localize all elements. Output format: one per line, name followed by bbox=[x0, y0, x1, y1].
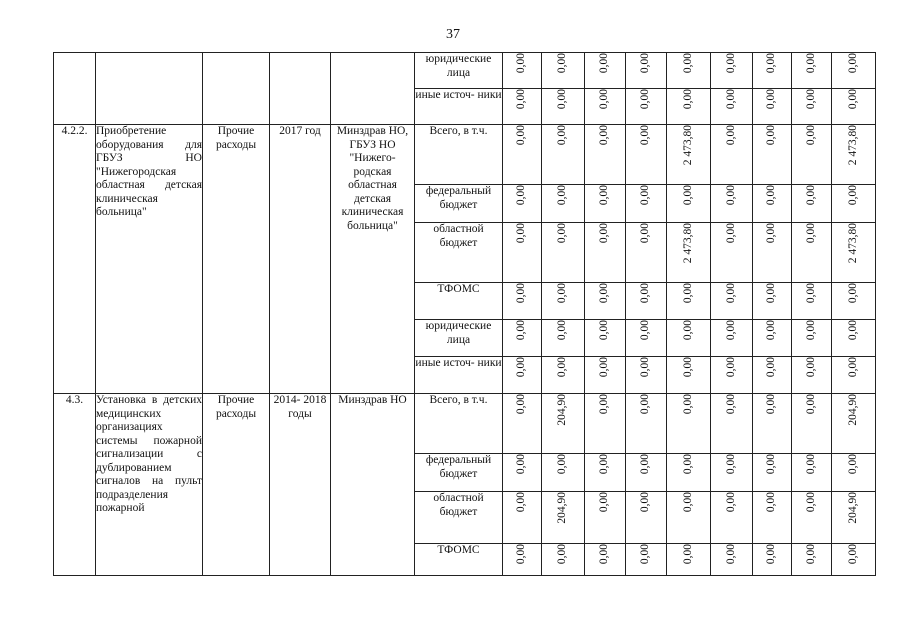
value-cell bbox=[503, 492, 542, 544]
value: 0,00 bbox=[598, 492, 611, 513]
value: 0,00 bbox=[846, 454, 859, 475]
value: 0,00 bbox=[639, 223, 652, 244]
value-cell bbox=[503, 283, 542, 320]
empty-cell-type bbox=[203, 53, 270, 125]
value: 0,00 bbox=[765, 394, 778, 415]
value-cell bbox=[667, 223, 711, 283]
value-cell bbox=[585, 357, 626, 394]
value-cell bbox=[585, 492, 626, 544]
value-cell bbox=[792, 394, 832, 454]
value-cell bbox=[626, 357, 667, 394]
value-cell bbox=[626, 320, 667, 357]
value: 0,00 bbox=[724, 283, 737, 304]
value: 0,00 bbox=[639, 125, 652, 146]
value-cell bbox=[832, 185, 876, 223]
value-cell bbox=[667, 357, 711, 394]
value: 0,00 bbox=[804, 357, 817, 378]
value-cell bbox=[667, 454, 711, 492]
value: 0,00 bbox=[598, 125, 611, 146]
value-cell bbox=[711, 283, 753, 320]
value: 0,00 bbox=[639, 320, 652, 341]
value-cell bbox=[711, 185, 753, 223]
value: 0,00 bbox=[765, 283, 778, 304]
value: 0,00 bbox=[598, 454, 611, 475]
value: 204,90 bbox=[846, 492, 859, 524]
value-cell bbox=[832, 53, 876, 89]
empty-cell-code bbox=[54, 53, 96, 125]
value: 0,00 bbox=[556, 185, 569, 206]
value: 0,00 bbox=[598, 544, 611, 565]
value: 0,00 bbox=[846, 89, 859, 110]
value-cell bbox=[585, 125, 626, 185]
value: 0,00 bbox=[515, 283, 528, 304]
value: 0,00 bbox=[515, 454, 528, 475]
value-cell bbox=[832, 394, 876, 454]
value-cell bbox=[626, 544, 667, 576]
value: 0,00 bbox=[681, 394, 694, 415]
value-cell bbox=[832, 89, 876, 125]
value: 204,90 bbox=[846, 394, 859, 426]
value: 0,00 bbox=[724, 394, 737, 415]
value: 0,00 bbox=[765, 357, 778, 378]
value-cell bbox=[753, 357, 792, 394]
value: 0,00 bbox=[556, 283, 569, 304]
table-row bbox=[54, 53, 876, 89]
value: 204,90 bbox=[556, 492, 569, 524]
value: 0,00 bbox=[724, 223, 737, 244]
value-cell bbox=[711, 394, 753, 454]
value: 0,00 bbox=[556, 320, 569, 341]
value: 0,00 bbox=[765, 185, 778, 206]
value-cell bbox=[753, 223, 792, 283]
value-cell bbox=[753, 454, 792, 492]
value-cell bbox=[667, 125, 711, 185]
value: 0,00 bbox=[804, 283, 817, 304]
value: 0,00 bbox=[724, 125, 737, 146]
value-cell bbox=[711, 53, 753, 89]
value: 0,00 bbox=[846, 53, 859, 74]
item-name: Установка в детских медицинских организациях системы пожарной сигнализации с дублированием сигналов на пульт подразделения пожарной bbox=[96, 394, 203, 576]
value: 0,00 bbox=[515, 492, 528, 513]
value: 0,00 bbox=[639, 394, 652, 415]
value-cell bbox=[585, 394, 626, 454]
value-cell bbox=[626, 223, 667, 283]
value: 0,00 bbox=[724, 454, 737, 475]
value: 0,00 bbox=[765, 492, 778, 513]
value-cell bbox=[585, 320, 626, 357]
value-cell bbox=[792, 357, 832, 394]
value: 0,00 bbox=[804, 53, 817, 74]
value: 0,00 bbox=[846, 283, 859, 304]
value-cell bbox=[753, 394, 792, 454]
value-cell bbox=[503, 125, 542, 185]
value-cell bbox=[667, 89, 711, 125]
value-cell bbox=[832, 454, 876, 492]
value-cell bbox=[542, 492, 585, 544]
empty-cell-year bbox=[270, 53, 331, 125]
value-cell bbox=[626, 125, 667, 185]
value-cell bbox=[792, 125, 832, 185]
value-cell bbox=[832, 125, 876, 185]
value-cell bbox=[792, 544, 832, 576]
value-cell bbox=[832, 544, 876, 576]
value: 0,00 bbox=[804, 394, 817, 415]
value: 0,00 bbox=[556, 357, 569, 378]
value-cell bbox=[792, 185, 832, 223]
value: 0,00 bbox=[556, 223, 569, 244]
value: 0,00 bbox=[724, 357, 737, 378]
value-cell bbox=[542, 357, 585, 394]
value-cell bbox=[585, 223, 626, 283]
value-cell bbox=[626, 53, 667, 89]
value: 0,00 bbox=[639, 283, 652, 304]
value: 0,00 bbox=[765, 89, 778, 110]
value-cell bbox=[753, 492, 792, 544]
value-cell bbox=[753, 283, 792, 320]
value-cell bbox=[542, 454, 585, 492]
value-cell bbox=[542, 89, 585, 125]
value-cell bbox=[711, 357, 753, 394]
funding-source: иные источ- ники bbox=[415, 357, 503, 394]
value-cell bbox=[503, 454, 542, 492]
value-cell bbox=[832, 223, 876, 283]
value: 0,00 bbox=[804, 320, 817, 341]
value: 0,00 bbox=[598, 185, 611, 206]
value-cell bbox=[626, 283, 667, 320]
value-cell bbox=[667, 492, 711, 544]
value-cell bbox=[711, 492, 753, 544]
value: 0,00 bbox=[724, 544, 737, 565]
value: 0,00 bbox=[681, 544, 694, 565]
value-cell bbox=[711, 223, 753, 283]
value: 0,00 bbox=[724, 185, 737, 206]
value-cell bbox=[753, 89, 792, 125]
value-cell bbox=[711, 454, 753, 492]
value-cell bbox=[626, 492, 667, 544]
value: 0,00 bbox=[681, 492, 694, 513]
value: 0,00 bbox=[804, 125, 817, 146]
value-cell bbox=[503, 394, 542, 454]
value-cell bbox=[503, 357, 542, 394]
value: 0,00 bbox=[515, 394, 528, 415]
item-executor: Минздрав НО, ГБУЗ НО "Нижего- родская областная детская клиническая больница" bbox=[331, 125, 415, 394]
expense-type: Прочие расходы bbox=[203, 394, 270, 576]
value: 0,00 bbox=[681, 89, 694, 110]
value: 0,00 bbox=[598, 394, 611, 415]
value: 0,00 bbox=[804, 223, 817, 244]
value: 0,00 bbox=[515, 125, 528, 146]
value-cell bbox=[585, 185, 626, 223]
value: 0,00 bbox=[556, 89, 569, 110]
value: 0,00 bbox=[598, 283, 611, 304]
value: 0,00 bbox=[598, 357, 611, 378]
value-cell bbox=[585, 53, 626, 89]
item-code: 4.3. bbox=[54, 394, 96, 576]
value: 0,00 bbox=[515, 223, 528, 244]
value-cell bbox=[542, 53, 585, 89]
value: 0,00 bbox=[598, 89, 611, 110]
value: 0,00 bbox=[639, 492, 652, 513]
value-cell bbox=[542, 125, 585, 185]
value: 0,00 bbox=[846, 185, 859, 206]
value: 0,00 bbox=[804, 492, 817, 513]
value: 0,00 bbox=[804, 454, 817, 475]
value-cell bbox=[542, 320, 585, 357]
value: 0,00 bbox=[765, 53, 778, 74]
value-cell bbox=[753, 53, 792, 89]
value-cell bbox=[542, 283, 585, 320]
funding-source: областной бюджет bbox=[415, 223, 503, 283]
value: 0,00 bbox=[765, 320, 778, 341]
value-cell bbox=[542, 223, 585, 283]
value-cell bbox=[585, 283, 626, 320]
value-cell bbox=[585, 544, 626, 576]
value: 0,00 bbox=[556, 544, 569, 565]
value: 0,00 bbox=[804, 89, 817, 110]
value-cell bbox=[792, 89, 832, 125]
value-cell bbox=[792, 283, 832, 320]
value-cell bbox=[667, 394, 711, 454]
value: 2 473,80 bbox=[846, 223, 859, 264]
value: 0,00 bbox=[515, 544, 528, 565]
empty-cell-executor bbox=[331, 53, 415, 125]
value: 0,00 bbox=[639, 53, 652, 74]
value: 2 473,80 bbox=[681, 125, 694, 166]
value: 0,00 bbox=[724, 320, 737, 341]
value: 0,00 bbox=[681, 320, 694, 341]
item-year: 2017 год bbox=[270, 125, 331, 394]
value: 0,00 bbox=[598, 320, 611, 341]
value: 0,00 bbox=[639, 454, 652, 475]
value-cell bbox=[792, 223, 832, 283]
funding-source: областной бюджет bbox=[415, 492, 503, 544]
value-cell bbox=[711, 125, 753, 185]
value: 0,00 bbox=[724, 492, 737, 513]
value: 2 473,80 bbox=[681, 223, 694, 264]
funding-source: ТФОМС bbox=[415, 283, 503, 320]
value-cell bbox=[792, 492, 832, 544]
value-cell bbox=[792, 320, 832, 357]
value: 0,00 bbox=[556, 125, 569, 146]
value: 0,00 bbox=[681, 454, 694, 475]
value-cell bbox=[667, 283, 711, 320]
value-cell bbox=[542, 394, 585, 454]
value-cell bbox=[667, 320, 711, 357]
value: 0,00 bbox=[598, 53, 611, 74]
value-cell bbox=[667, 53, 711, 89]
value: 0,00 bbox=[765, 454, 778, 475]
value: 0,00 bbox=[846, 320, 859, 341]
value-cell bbox=[626, 185, 667, 223]
value-cell bbox=[503, 89, 542, 125]
value: 0,00 bbox=[846, 357, 859, 378]
value: 0,00 bbox=[639, 357, 652, 378]
value-cell bbox=[503, 185, 542, 223]
value-cell bbox=[667, 185, 711, 223]
value-cell bbox=[711, 544, 753, 576]
budget-table bbox=[53, 52, 876, 576]
value: 0,00 bbox=[556, 53, 569, 74]
table-row bbox=[54, 394, 876, 454]
funding-source: федеральный бюджет bbox=[415, 454, 503, 492]
value-cell bbox=[542, 185, 585, 223]
value-cell bbox=[667, 544, 711, 576]
value: 0,00 bbox=[765, 544, 778, 565]
value: 0,00 bbox=[681, 357, 694, 378]
value: 0,00 bbox=[846, 544, 859, 565]
value: 0,00 bbox=[681, 53, 694, 74]
value: 0,00 bbox=[556, 454, 569, 475]
value-cell bbox=[503, 223, 542, 283]
value-cell bbox=[832, 320, 876, 357]
value: 2 473,80 bbox=[846, 125, 859, 166]
value-cell bbox=[626, 454, 667, 492]
value-cell bbox=[585, 89, 626, 125]
funding-source: Всего, в т.ч. bbox=[415, 394, 503, 454]
value: 0,00 bbox=[724, 89, 737, 110]
value-cell bbox=[503, 544, 542, 576]
value: 0,00 bbox=[639, 185, 652, 206]
expense-type: Прочие расходы bbox=[203, 125, 270, 394]
value-cell bbox=[753, 185, 792, 223]
value-cell bbox=[753, 125, 792, 185]
value: 0,00 bbox=[515, 357, 528, 378]
value: 0,00 bbox=[515, 53, 528, 74]
value-cell bbox=[626, 394, 667, 454]
funding-source: федеральный бюджет bbox=[415, 185, 503, 223]
item-name: Приобретение оборудования для ГБУЗ НО "Нижегородская областная детская клиническая больница" bbox=[96, 125, 203, 394]
value: 0,00 bbox=[765, 125, 778, 146]
value: 0,00 bbox=[804, 185, 817, 206]
funding-source: иные источ- ники bbox=[415, 89, 503, 125]
item-year: 2014- 2018 годы bbox=[270, 394, 331, 576]
value-cell bbox=[832, 492, 876, 544]
value: 0,00 bbox=[724, 53, 737, 74]
value-cell bbox=[753, 544, 792, 576]
value: 0,00 bbox=[639, 89, 652, 110]
funding-source: юридические лица bbox=[415, 320, 503, 357]
value: 0,00 bbox=[765, 223, 778, 244]
value: 0,00 bbox=[681, 283, 694, 304]
value-cell bbox=[542, 544, 585, 576]
value: 0,00 bbox=[515, 89, 528, 110]
value: 0,00 bbox=[681, 185, 694, 206]
funding-source: Всего, в т.ч. bbox=[415, 125, 503, 185]
value-cell bbox=[832, 283, 876, 320]
item-code: 4.2.2. bbox=[54, 125, 96, 394]
value: 0,00 bbox=[515, 320, 528, 341]
value-cell bbox=[503, 53, 542, 89]
value: 0,00 bbox=[804, 544, 817, 565]
empty-cell-name bbox=[96, 53, 203, 125]
funding-source: ТФОМС bbox=[415, 544, 503, 576]
value: 0,00 bbox=[515, 185, 528, 206]
value-cell bbox=[711, 320, 753, 357]
value-cell bbox=[585, 454, 626, 492]
value-cell bbox=[626, 89, 667, 125]
item-executor: Минздрав НО bbox=[331, 394, 415, 576]
value: 0,00 bbox=[639, 544, 652, 565]
page-number: 37 bbox=[446, 27, 460, 42]
value-cell bbox=[753, 320, 792, 357]
value-cell bbox=[792, 454, 832, 492]
funding-source: юридические лица bbox=[415, 53, 503, 89]
value-cell bbox=[832, 357, 876, 394]
table-row bbox=[54, 125, 876, 185]
value: 204,90 bbox=[556, 394, 569, 426]
value-cell bbox=[503, 320, 542, 357]
value-cell bbox=[792, 53, 832, 89]
value: 0,00 bbox=[598, 223, 611, 244]
value-cell bbox=[711, 89, 753, 125]
